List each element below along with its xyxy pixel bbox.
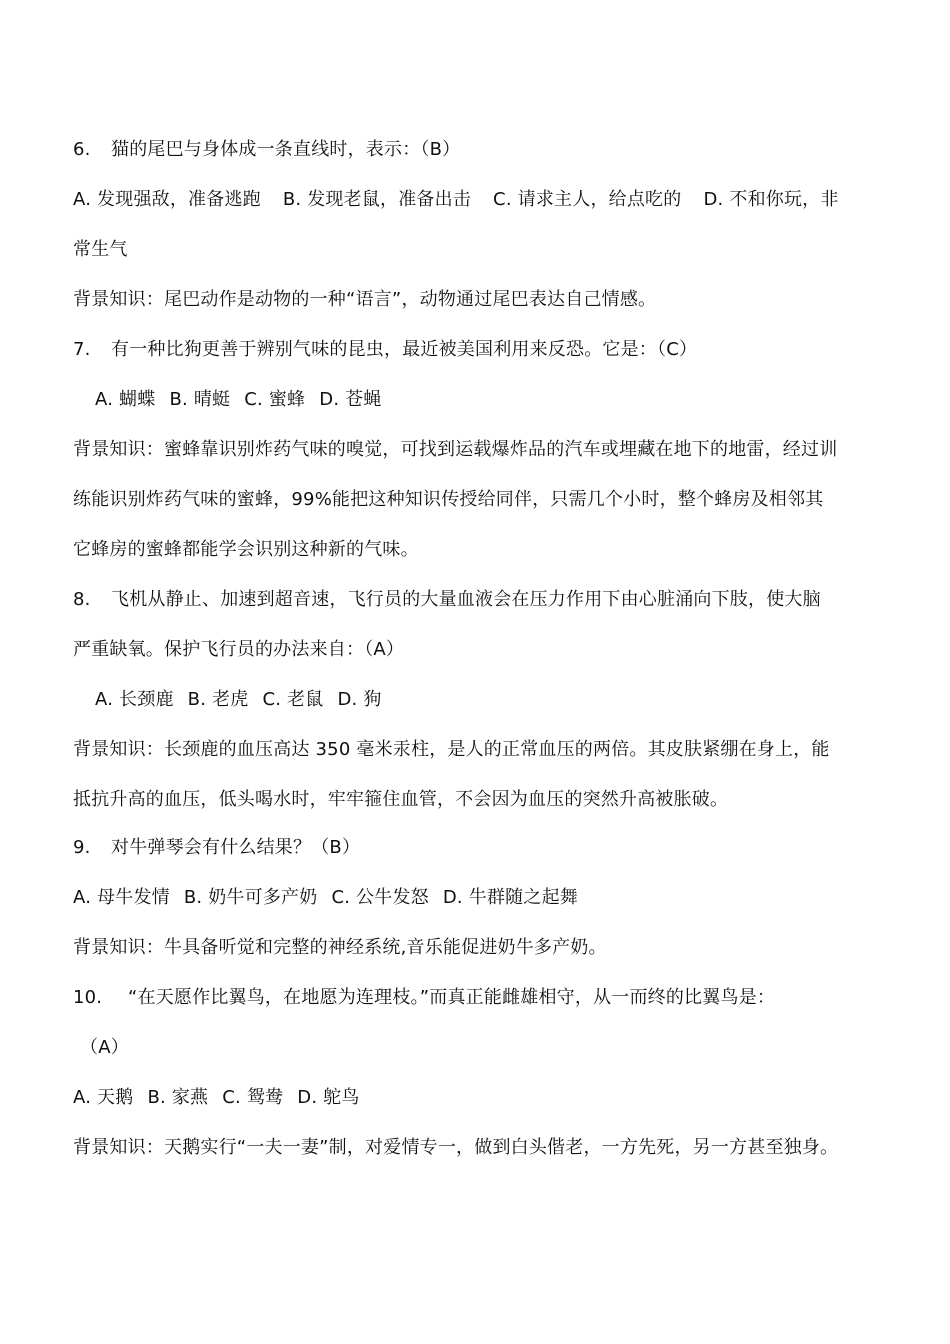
q9-number: 9. xyxy=(73,837,91,858)
q9-option-d: D. 牛群随之起舞 xyxy=(442,887,578,908)
q7-stem xyxy=(73,337,697,363)
q9-option-c: C. 公牛发怒 xyxy=(331,887,429,908)
q10-number: 10. xyxy=(73,987,103,1008)
q7-background-line-1: 背景知识：蜜蜂靠识别炸药气味的嗅觉，可找到运载爆炸品的汽车或埋藏在地下的地雷，经过训 xyxy=(73,439,838,460)
q9-stem-text: 对牛弹琴会有什么结果？（B） xyxy=(111,837,361,858)
q8-option-c: C. 老鼠 xyxy=(262,689,324,710)
q8-background-line-2: 抵抗升高的血压，低头喝水时，牢牢箍住血管，不会因为血压的突然升高被胀破。 xyxy=(73,789,729,810)
q7-background-line-2: 练能识别炸药气味的蜜蜂，99%能把这种知识传授给同伴，只需几个小时，整个蜂房及相邻其 xyxy=(73,489,824,510)
q10-stem-text: “在天愿作比翼鸟，在地愿为连理枝。”而真正能雌雄相守，从一而终的比翼鸟是： xyxy=(128,987,776,1008)
q9-stem xyxy=(73,835,360,861)
q6-stem xyxy=(73,137,460,163)
q10-option-a: A. 天鹅 xyxy=(73,1087,134,1108)
q7-option-d: D. 苍蝇 xyxy=(319,389,382,410)
q8-option-a: A. 长颈鹿 xyxy=(95,689,174,710)
q10-answer: （A） xyxy=(80,1037,129,1058)
q6-option-c: C. 请求主人，给点吃的 xyxy=(493,189,682,210)
q8-stem-text-2: 严重缺氧。保护飞行员的办法来自：（A） xyxy=(73,639,405,660)
q10-option-d: D. 鸵鸟 xyxy=(297,1087,360,1108)
q6-stem-text: 猫的尾巴与身体成一条直线时，表示：（B） xyxy=(111,139,461,160)
q10-stem xyxy=(73,985,775,1011)
q7-stem-text: 有一种比狗更善于辨别气味的昆虫，最近被美国利用来反恐。它是：（C） xyxy=(111,339,698,360)
q6-option-d: D. 不和你玩，非 xyxy=(703,189,839,210)
q7-number: 7. xyxy=(73,339,91,360)
q9-background: 背景知识：牛具备听觉和完整的神经系统,音乐能促进奶牛多产奶。 xyxy=(73,937,607,958)
q8-stem xyxy=(73,587,821,613)
q8-background-line-1: 背景知识：长颈鹿的血压高达 350 毫米汞柱，是人的正常血压的两倍。其皮肤紧绷在身上，能 xyxy=(73,739,830,760)
q9-option-a: A. 母牛发情 xyxy=(73,887,170,908)
q7-option-b: B. 晴蜓 xyxy=(169,389,231,410)
q10-options xyxy=(73,1085,360,1111)
q6-background: 背景知识：尾巴动作是动物的一种“语言”，动物通过尾巴表达自己情感。 xyxy=(73,289,657,310)
q8-option-b: B. 老虎 xyxy=(187,689,249,710)
q8-option-d: D. 狗 xyxy=(337,689,382,710)
q10-option-c: C. 鸳鸯 xyxy=(222,1087,284,1108)
q6-options xyxy=(73,187,839,213)
q6-number: 6. xyxy=(73,139,91,160)
q8-options xyxy=(95,687,382,713)
q6-option-a: A. 发现强敌，准备逃跑 xyxy=(73,189,261,210)
q6-option-b: B. 发现老鼠，准备出击 xyxy=(282,189,472,210)
q7-option-a: A. 蝴蝶 xyxy=(95,389,156,410)
q7-background-line-3: 它蜂房的蜜蜂都能学会识别这种新的气味。 xyxy=(73,539,419,560)
q9-options xyxy=(73,885,578,911)
q8-number: 8. xyxy=(73,589,91,610)
q7-option-c: C. 蜜蜂 xyxy=(244,389,306,410)
q10-background: 背景知识：天鹅实行“一夫一妻”制，对爱情专一，做到白头偕老，一方先死，另一方甚至独身。 xyxy=(73,1137,839,1158)
q8-stem-text-1: 飞机从静止、加速到超音速，飞行员的大量血液会在压力作用下由心脏涌向下肢，使大脑 xyxy=(111,589,821,610)
q6-options-continued: 常生气 xyxy=(73,239,128,260)
q9-option-b: B. 奶牛可多产奶 xyxy=(183,887,318,908)
q7-options xyxy=(95,387,382,413)
q10-option-b: B. 家燕 xyxy=(147,1087,209,1108)
